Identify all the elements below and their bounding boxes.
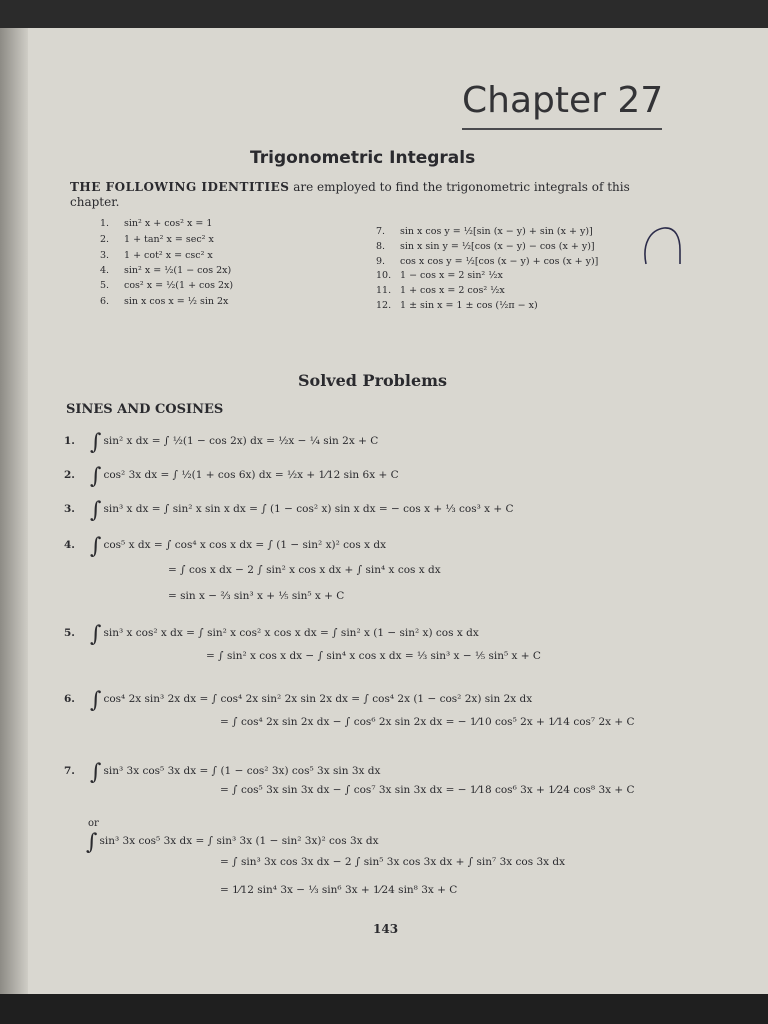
problem-7-step: = ∫ cos⁵ 3x sin 3x dx − ∫ cos⁷ 3x sin 3x dx = − 1⁄18 cos⁶ 3x + 1⁄24 cos⁸ 3x + C (220, 784, 635, 796)
solved-problems-title: Solved Problems (298, 371, 448, 390)
identity-item: 3. 1 + cot² x = csc² x (100, 250, 213, 261)
problem-7-alt: ∫ sin³ 3x cos⁵ 3x dx = ∫ sin³ 3x (1 − sin² 3x)² cos 3x dx (86, 830, 379, 855)
background-surface (0, 994, 768, 1024)
identity-item: 11. 1 + cos x = 2 cos² ½x (376, 285, 505, 296)
identity-item: 10. 1 − cos x = 2 sin² ½x (376, 270, 503, 281)
pencil-mark-icon (638, 224, 688, 270)
problem-7-alt-step: = ∫ sin³ 3x cos 3x dx − 2 ∫ sin⁵ 3x cos 3x dx + ∫ sin⁷ 3x cos 3x dx (220, 856, 566, 868)
page-spine-shadow (0, 28, 28, 994)
problem-3: 3. ∫ sin³ x dx = ∫ sin² x sin x dx = ∫ (1 − cos² x) sin x dx = − cos x + ⅓ cos³ x + C (64, 498, 514, 523)
page-number: 143 (373, 922, 399, 936)
identity-item: 8. sin x sin y = ½[cos (x − y) − cos (x + y)] (376, 241, 595, 252)
problem-4-step: = ∫ cos x dx − 2 ∫ sin² x cos x dx + ∫ sin⁴ x cos x dx (168, 564, 441, 576)
chapter-heading: Chapter 27 (462, 80, 664, 121)
chapter-rule (462, 128, 662, 130)
identity-item: 4. sin² x = ½(1 − cos 2x) (100, 265, 232, 276)
identity-item: 5. cos² x = ½(1 + cos 2x) (100, 280, 234, 291)
identity-item: 2. 1 + tan² x = sec² x (100, 234, 214, 245)
problem-4-result: = sin x − ⅔ sin³ x + ⅕ sin⁵ x + C (168, 590, 345, 602)
chapter-title: Trigonometric Integrals (250, 148, 476, 168)
problem-5: 5. ∫ sin³ x cos² x dx = ∫ sin² x cos² x cos x dx = ∫ sin² x (1 − sin² x) cos x dx (64, 622, 479, 647)
problem-4: 4. ∫ cos⁵ x dx = ∫ cos⁴ x cos x dx = ∫ (1 − sin² x)² cos x dx (64, 534, 386, 559)
identity-item: 1. sin² x + cos² x = 1 (100, 218, 213, 229)
or-label: or (88, 818, 99, 829)
problem-1: 1. ∫ sin² x dx = ∫ ½(1 − cos 2x) dx = ½x − ¼ sin 2x + C (64, 430, 379, 455)
identity-item: 7. sin x cos y = ½[sin (x − y) + sin (x + y)] (376, 226, 593, 237)
problem-2: 2. ∫ cos² 3x dx = ∫ ½(1 + cos 6x) dx = ½x + 1⁄12 sin 6x + C (64, 464, 399, 489)
problem-7: 7. ∫ sin³ 3x cos⁵ 3x dx = ∫ (1 − cos² 3x) cos⁵ 3x sin 3x dx (64, 760, 381, 785)
problem-7-alt-result: = 1⁄12 sin⁴ 3x − ⅓ sin⁶ 3x + 1⁄24 sin⁸ 3x + C (220, 884, 458, 896)
section-heading: SINES AND COSINES (66, 402, 224, 417)
identity-item: 12. 1 ± sin x = 1 ± cos (½π − x) (376, 300, 538, 311)
problem-5-step: = ∫ sin² x cos x dx − ∫ sin⁴ x cos x dx = ⅓ sin³ x − ⅕ sin⁵ x + C (206, 650, 541, 662)
identity-item: 9. cos x cos y = ½[cos (x − y) + cos (x + y)] (376, 256, 599, 267)
intro-lead: THE FOLLOWING IDENTITIES (70, 180, 290, 194)
intro-paragraph (70, 180, 670, 210)
problem-6: 6. ∫ cos⁴ 2x sin³ 2x dx = ∫ cos⁴ 2x sin² 2x sin 2x dx = ∫ cos⁴ 2x (1 − cos² 2x) sin 2x dx (64, 688, 533, 713)
intro-rest: are employed to find the trigonometric integrals of this chapter. (70, 180, 630, 209)
problem-6-step: = ∫ cos⁴ 2x sin 2x dx − ∫ cos⁶ 2x sin 2x dx = − 1⁄10 cos⁵ 2x + 1⁄14 cos⁷ 2x + C (220, 716, 635, 728)
identity-item: 6. sin x cos x = ½ sin 2x (100, 296, 229, 307)
